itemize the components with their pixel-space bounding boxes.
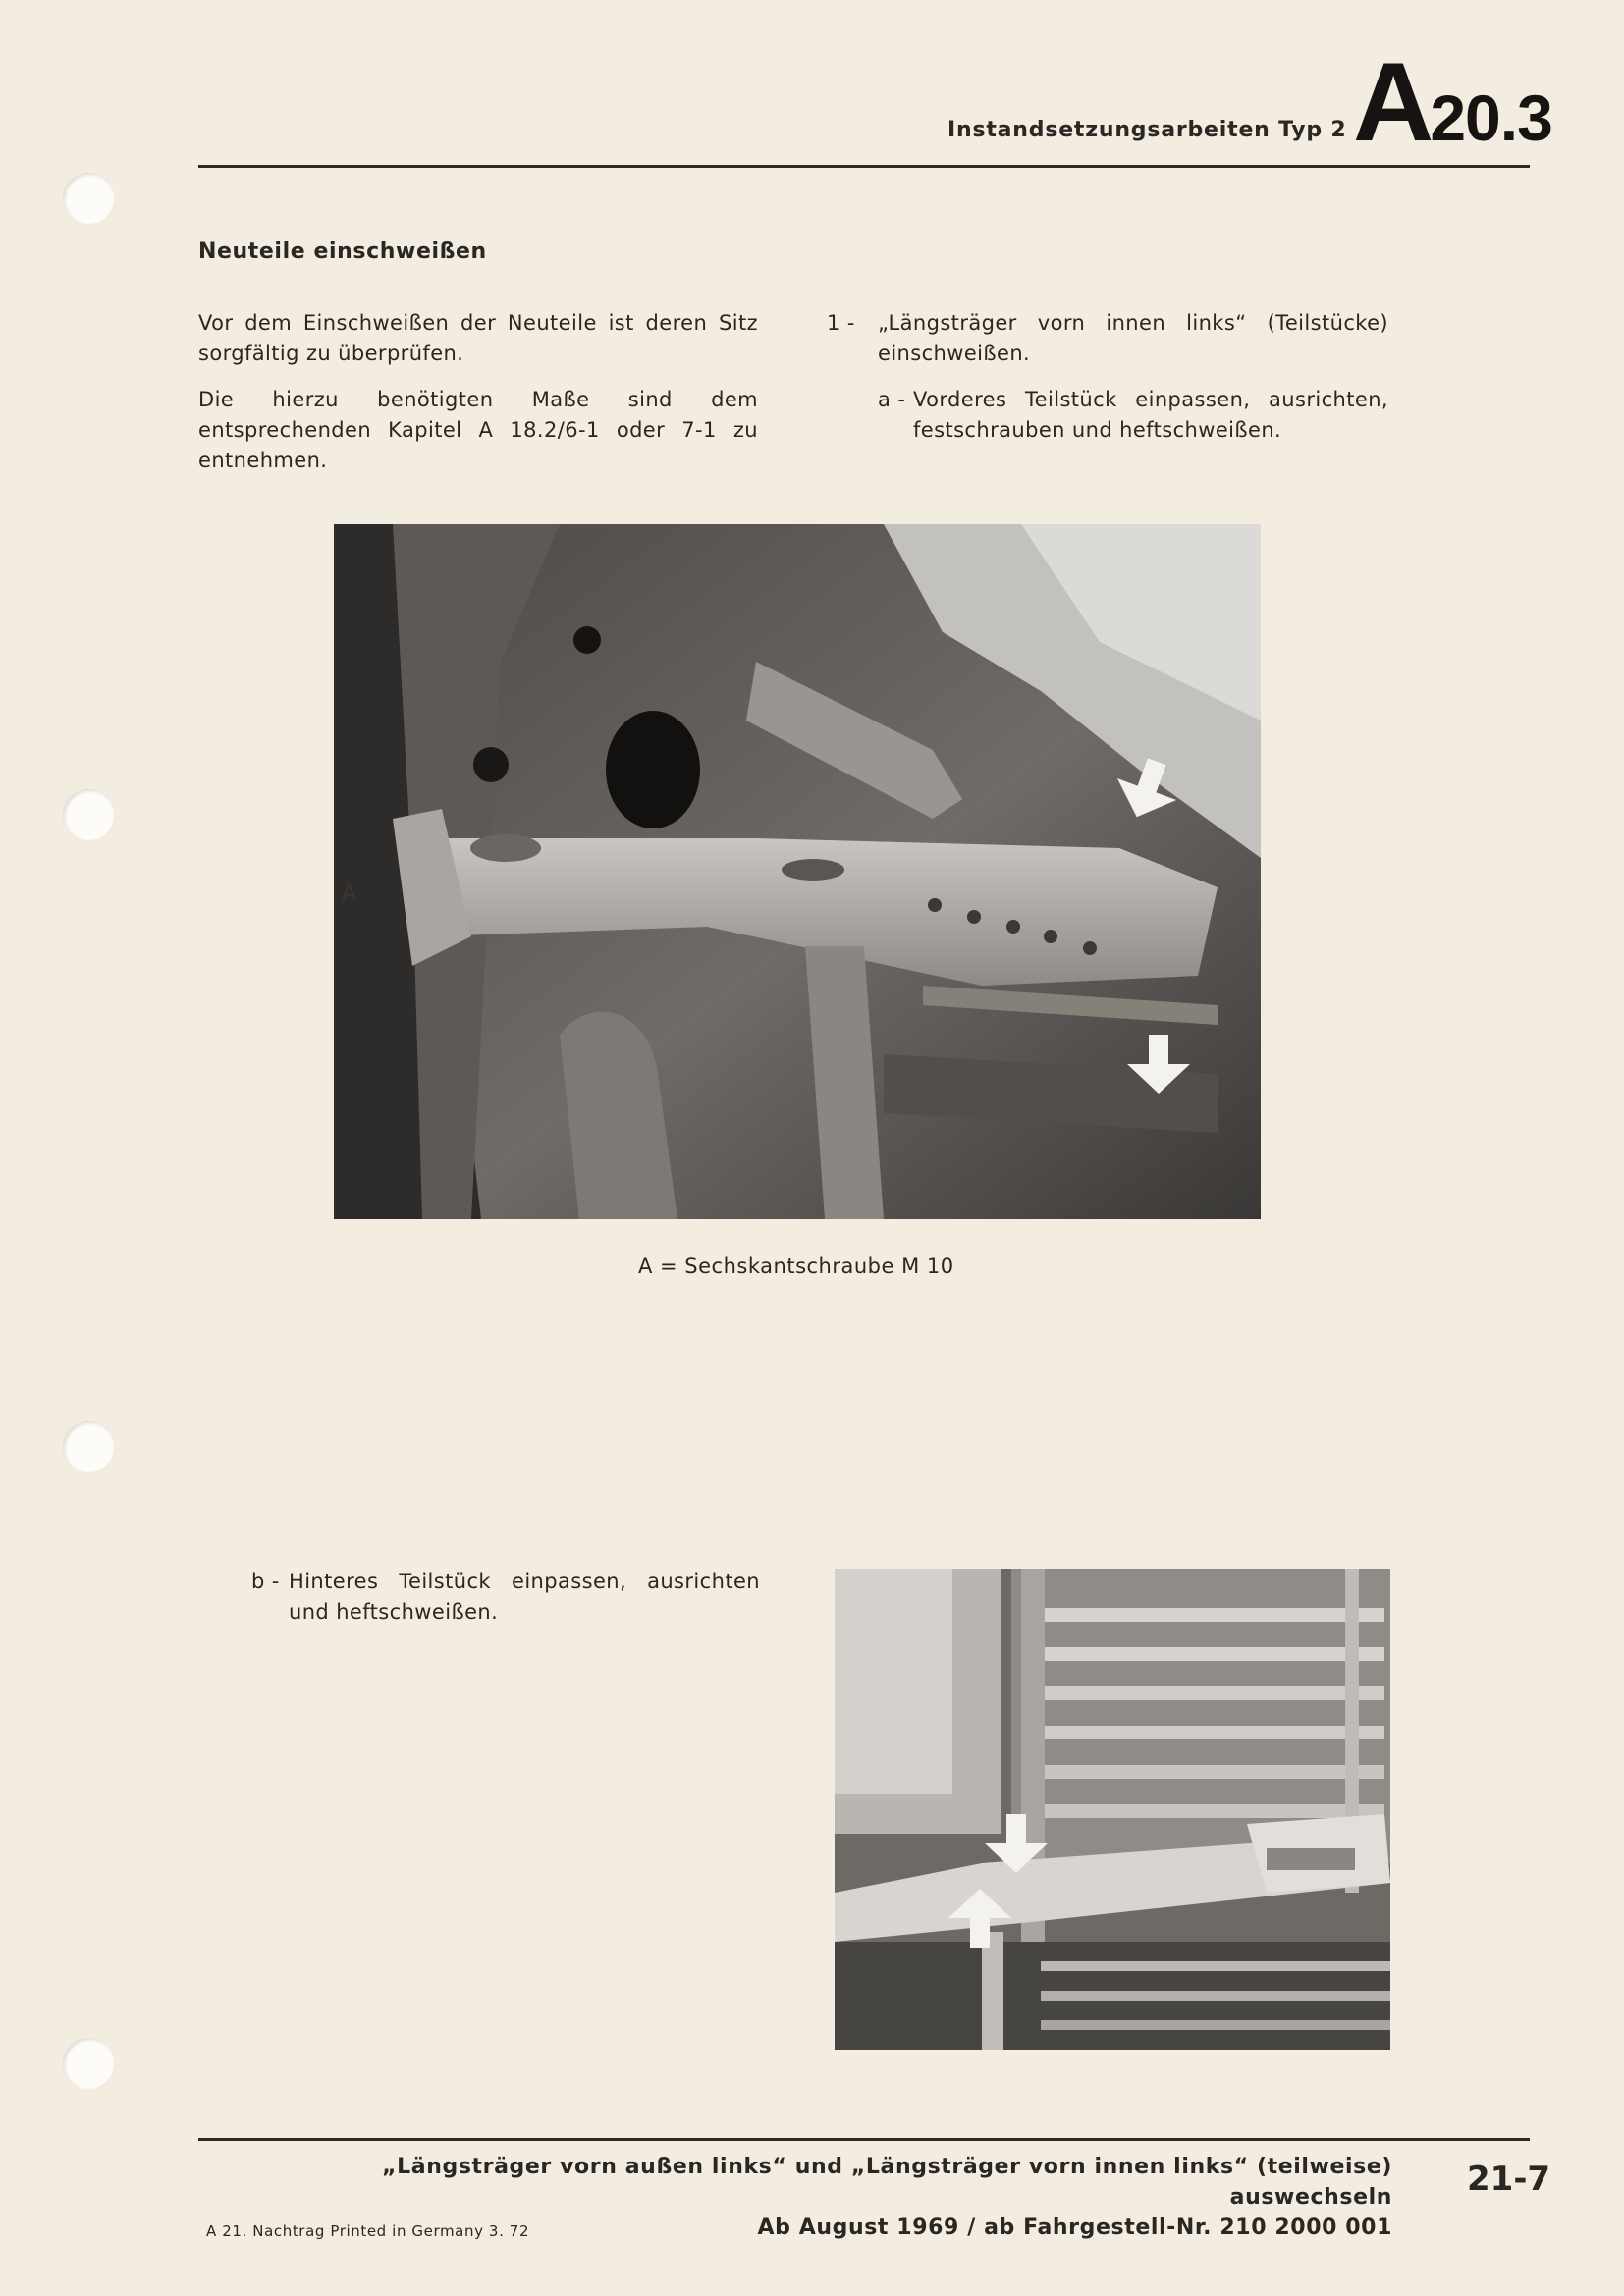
step-1-text: „Längsträger vorn innen links“ (Teilstücke) einschweißen. [878, 311, 1388, 365]
page-number: 21-7 [1467, 2160, 1551, 2199]
section-label: Instandsetzungsarbeiten Typ 2 [947, 118, 1347, 142]
section-heading: Neuteile einschweißen [198, 240, 487, 264]
reference-paragraph: Die hierzu benötigten Maße sind dem entsprechenden Kapitel A 18.2/6-1 oder 7-1 zu entnehmen. [198, 388, 758, 472]
page-code [1353, 40, 1552, 165]
punch-hole [63, 1421, 114, 1472]
figure-1-drawing [334, 524, 1261, 1219]
substep-a-marker: a - [878, 388, 906, 411]
footer-title-line-2: Ab August 1969 / ab Fahrgestell-Nr. 210 2000 001 [757, 2216, 1392, 2240]
header-rule [198, 165, 1530, 168]
figure-2-photo [835, 1569, 1390, 2050]
punch-hole [63, 789, 114, 840]
punch-hole [63, 2038, 114, 2089]
step-1-number: 1 - [827, 311, 855, 335]
punch-hole [63, 173, 114, 224]
substep-b-marker: b - [251, 1570, 280, 1593]
intro-paragraph: Vor dem Einschweißen der Neuteile ist deren Sitz sorgfältig zu überprüfen. [198, 311, 758, 365]
page-code-letter: A [1353, 40, 1431, 165]
substep-b-text: Hinteres Teilstück einpassen, ausrichten und heftschweißen. [289, 1570, 760, 1624]
figure-1-caption: A = Sechskantschraube M 10 [638, 1255, 954, 1278]
footer-title-line-1: „Längsträger vorn außen links“ und „Längsträger vorn innen links“ (teilweise) auswechseln [382, 2155, 1392, 2210]
figure-1-photo [334, 524, 1261, 1219]
figure-1-label-a: A [342, 881, 357, 906]
page-code-number: 20.3 [1430, 81, 1552, 154]
figure-2-drawing [835, 1569, 1390, 2050]
substep-a-text: Vorderes Teilstück einpassen, ausrichten, festschrauben und heftschweißen. [913, 388, 1388, 442]
imprint: A 21. Nachtrag Printed in Germany 3. 72 [206, 2222, 530, 2240]
footer-rule [198, 2138, 1530, 2141]
